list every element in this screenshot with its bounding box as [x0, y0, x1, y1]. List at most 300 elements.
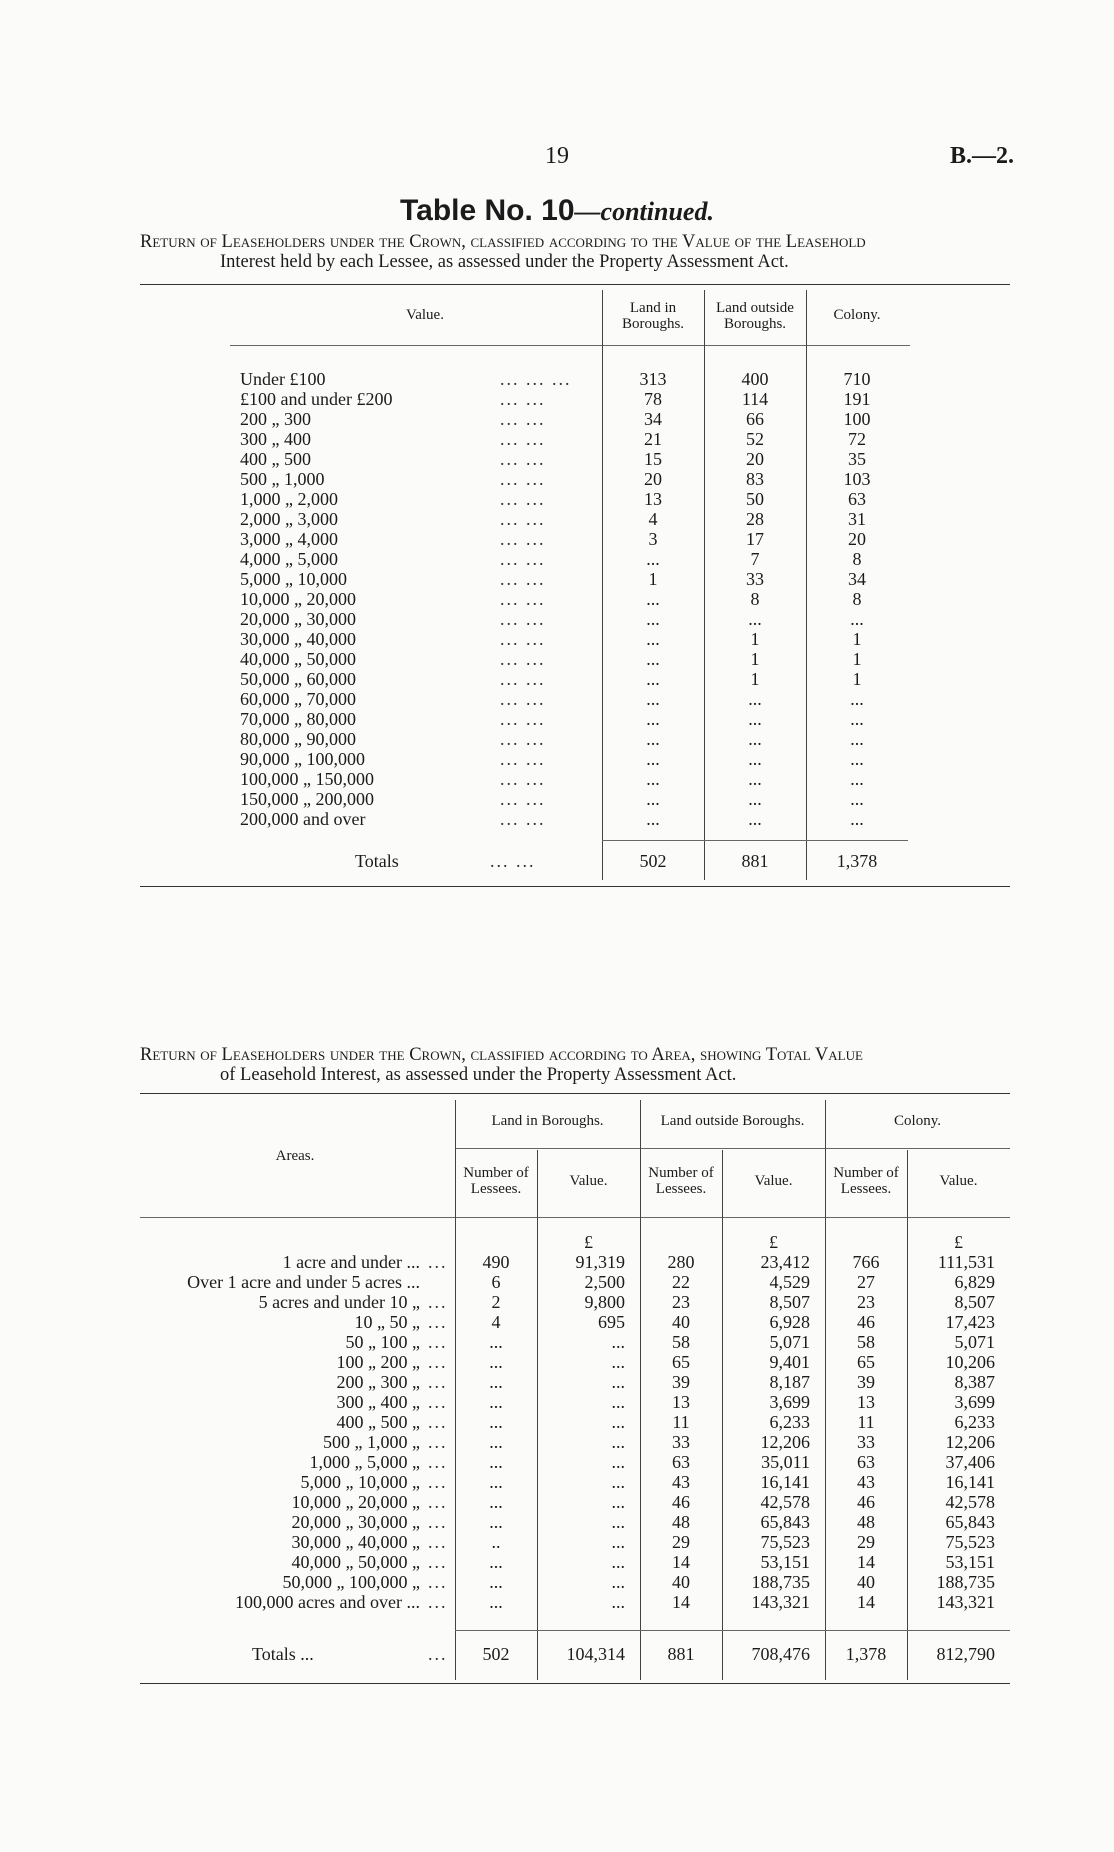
boroughs-value: ... [611, 1392, 625, 1412]
table2-row [0, 1572, 1114, 1592]
table1-row [0, 469, 1114, 489]
row-label: 300 „ 400 [240, 429, 311, 449]
colony-lessees: 11 [857, 1412, 875, 1432]
boroughs-count: ... [646, 589, 660, 609]
table1-row [0, 389, 1114, 409]
outside-lessees: 280 [667, 1252, 695, 1272]
outside-lessees: 40 [672, 1572, 690, 1592]
colony-lessees: 46 [857, 1492, 875, 1512]
outside-count: ... [748, 749, 762, 769]
leader-dots: ... ... [500, 789, 546, 809]
table1-row [0, 409, 1114, 429]
boroughs-value: 9,800 [584, 1292, 625, 1312]
colony-lessees: 39 [857, 1372, 875, 1392]
row-label: 400 „ 500 [240, 449, 311, 469]
boroughs-lessees: ... [489, 1412, 503, 1432]
totals-label: Totals [355, 851, 399, 871]
colony-value: 42,578 [945, 1492, 995, 1512]
colony-count: ... [850, 809, 864, 829]
leader-dots: ... [428, 1312, 448, 1332]
boroughs-count: ... [646, 669, 660, 689]
colony-lessees: 43 [857, 1472, 875, 1492]
outside-lessees: 63 [672, 1452, 690, 1472]
leader-dots: ... ... [500, 749, 546, 769]
row-label: 1,000 „ 5,000 „ [309, 1452, 420, 1472]
leader-dots: ... ... [500, 669, 546, 689]
boroughs-value: ... [611, 1412, 625, 1432]
colony-count: 191 [843, 389, 871, 409]
boroughs-count: 21 [644, 429, 662, 449]
colony-count: 1 [852, 649, 862, 669]
outside-count: 7 [750, 549, 760, 569]
outside-count: 1 [750, 629, 760, 649]
table2-row [0, 1492, 1114, 1512]
outside-lessees: 14 [672, 1552, 690, 1572]
table2-row [0, 1552, 1114, 1572]
colony-lessees: 58 [857, 1332, 875, 1352]
boroughs-value: 91,319 [575, 1252, 625, 1272]
outside-count: ... [748, 709, 762, 729]
colony-total-value: 812,790 [936, 1644, 995, 1664]
leader-dots: ... ... [500, 429, 546, 449]
table2-bottom-rule [140, 1683, 1010, 1684]
table2-row [0, 1432, 1114, 1452]
colony-value: 75,523 [945, 1532, 995, 1552]
boroughs-value: ... [611, 1372, 625, 1392]
outside-count: 8 [750, 589, 760, 609]
table2-heading [140, 1045, 1010, 1085]
colony-value: 6,233 [954, 1412, 995, 1432]
outside-lessees: 33 [672, 1432, 690, 1452]
colony-lessees: 29 [857, 1532, 875, 1552]
leader-dots: ... [428, 1592, 448, 1612]
boroughs-count: 3 [648, 529, 658, 549]
outside-count: ... [748, 789, 762, 809]
table2-group-boroughs: Land in Boroughs. [491, 1113, 604, 1129]
table1-totals-row [0, 851, 1114, 871]
boroughs-count: 13 [644, 489, 662, 509]
row-label: 300 „ 400 „ [336, 1392, 420, 1412]
table1-header-rule [230, 345, 910, 346]
leader-dots: ... ... [500, 469, 546, 489]
currency-symbol: £ [954, 1232, 963, 1252]
outside-value: 65,843 [760, 1512, 810, 1532]
colony-value: 188,735 [936, 1572, 995, 1592]
table2-row [0, 1372, 1114, 1392]
colony-count: ... [850, 689, 864, 709]
boroughs-lessees: .. [491, 1532, 501, 1552]
boroughs-value: ... [611, 1332, 625, 1352]
table2-group-colony: Colony. [894, 1113, 941, 1129]
outside-value: 4,529 [769, 1272, 810, 1292]
outside-count: 114 [741, 389, 769, 409]
row-label: 50,000 „ 100,000 „ [282, 1572, 420, 1592]
colony-total: 1,378 [836, 851, 878, 871]
table1-row [0, 569, 1114, 589]
leader-dots: ... ... [500, 649, 546, 669]
row-label: 10,000 „ 20,000 [240, 589, 356, 609]
boroughs-value: ... [611, 1572, 625, 1592]
leader-dots: ... ... [500, 729, 546, 749]
table1-row [0, 429, 1114, 449]
row-label: 5,000 „ 10,000 [240, 569, 347, 589]
leader-dots: ... [428, 1252, 448, 1272]
row-label: 40,000 „ 50,000 „ [291, 1552, 420, 1572]
leader-dots: ... [428, 1372, 448, 1392]
boroughs-count: ... [646, 729, 660, 749]
outside-value: 23,412 [760, 1252, 810, 1272]
leader-dots: ... ... [500, 409, 546, 429]
table1-col-boroughs: Land in Boroughs. [621, 300, 685, 332]
outside-value: 8,507 [769, 1292, 810, 1312]
table1-row [0, 669, 1114, 689]
outside-count: ... [748, 769, 762, 789]
row-label: 100,000 „ 150,000 [240, 769, 374, 789]
outside-lessees: 43 [672, 1472, 690, 1492]
boroughs-count: ... [646, 769, 660, 789]
colony-count: ... [850, 789, 864, 809]
table1-row [0, 609, 1114, 629]
row-label: 2,000 „ 3,000 [240, 509, 338, 529]
leader-dots: ... ... [500, 709, 546, 729]
leader-dots: ... ... [500, 489, 546, 509]
colony-count: 20 [848, 529, 866, 549]
row-label: £100 and under £200 [240, 389, 393, 409]
row-label: 70,000 „ 80,000 [240, 709, 356, 729]
table1-row [0, 749, 1114, 769]
outside-count: 20 [746, 449, 764, 469]
leader-dots: ... [428, 1452, 448, 1472]
table1-row [0, 369, 1114, 389]
row-label: 60,000 „ 70,000 [240, 689, 356, 709]
row-label: 80,000 „ 90,000 [240, 729, 356, 749]
table1-col-outside: Land outside Boroughs. [716, 300, 794, 332]
outside-lessees: 22 [672, 1272, 690, 1292]
outside-count: 83 [746, 469, 764, 489]
boroughs-lessees: 2 [491, 1292, 501, 1312]
row-label: 40,000 „ 50,000 [240, 649, 356, 669]
table2-row [0, 1532, 1114, 1552]
boroughs-total-lessees: 502 [482, 1644, 510, 1664]
table2-row [0, 1312, 1114, 1332]
boroughs-count: 34 [644, 409, 662, 429]
boroughs-lessees: ... [489, 1552, 503, 1572]
boroughs-lessees: ... [489, 1472, 503, 1492]
boroughs-lessees: ... [489, 1392, 503, 1412]
table1-row [0, 549, 1114, 569]
outside-value: 75,523 [760, 1532, 810, 1552]
leader-dots: ... [428, 1644, 448, 1664]
outside-value: 35,011 [761, 1452, 810, 1472]
leader-dots: ... [428, 1392, 448, 1412]
boroughs-value: ... [611, 1512, 625, 1532]
boroughs-value: ... [611, 1552, 625, 1572]
colony-lessees: 27 [857, 1272, 875, 1292]
leader-dots: ... ... [500, 569, 546, 589]
leader-dots: ... ... [500, 609, 546, 629]
row-label: 200 „ 300 „ [336, 1372, 420, 1392]
boroughs-lessees: 6 [491, 1272, 501, 1292]
row-label: 3,000 „ 4,000 [240, 529, 338, 549]
boroughs-count: ... [646, 789, 660, 809]
table1-top-rule [140, 284, 1010, 285]
boroughs-count: 15 [644, 449, 662, 469]
boroughs-lessees: ... [489, 1332, 503, 1352]
colony-count: 35 [848, 449, 866, 469]
row-label: 1 acre and under ... [282, 1252, 420, 1272]
outside-count: 1 [750, 669, 760, 689]
boroughs-count: 78 [644, 389, 662, 409]
row-label: 10,000 „ 20,000 „ [291, 1492, 420, 1512]
row-label: 90,000 „ 100,000 [240, 749, 365, 769]
colony-count: 1 [852, 629, 862, 649]
row-label: 500 „ 1,000 [240, 469, 325, 489]
leader-dots: ... ... [500, 589, 546, 609]
table1-bottom-rule [140, 886, 1010, 887]
table2-heading-line2: of Leasehold Interest, as assessed under the Property Assessment Act. [220, 1065, 737, 1085]
table2-group-outside: Land outside Boroughs. [660, 1113, 805, 1129]
colony-lessees: 766 [852, 1252, 880, 1272]
table2-row [0, 1352, 1114, 1372]
leader-dots: ... [428, 1572, 448, 1592]
outside-value: 6,233 [769, 1412, 810, 1432]
outside-total-lessees: 881 [667, 1644, 695, 1664]
colony-count: ... [850, 769, 864, 789]
table1-heading-line2: Interest held by each Lessee, as assessed under the Property Assessment Act. [220, 252, 789, 272]
boroughs-count: 4 [648, 509, 658, 529]
table1-row [0, 489, 1114, 509]
table1-row [0, 529, 1114, 549]
outside-value: 42,578 [760, 1492, 810, 1512]
row-label: 30,000 „ 40,000 „ [291, 1532, 420, 1552]
page-number: 19 [545, 143, 569, 169]
table2-sub-value: Value. [939, 1173, 978, 1189]
colony-value: 143,321 [936, 1592, 995, 1612]
leader-dots: ... ... [500, 549, 546, 569]
leader-dots: ... ... [500, 809, 546, 829]
colony-lessees: 46 [857, 1312, 875, 1332]
row-label: 100 „ 200 „ [336, 1352, 420, 1372]
outside-lessees: 13 [672, 1392, 690, 1412]
colony-value: 111,531 [937, 1252, 995, 1272]
table1-col-value: Value. [406, 307, 444, 323]
outside-value: 53,151 [760, 1552, 810, 1572]
boroughs-lessees: ... [489, 1432, 503, 1452]
outside-lessees: 40 [672, 1312, 690, 1332]
colony-value: 6,829 [954, 1272, 995, 1292]
table1-row [0, 589, 1114, 609]
table2-row [0, 1292, 1114, 1312]
row-label: Over 1 acre and under 5 acres ... [187, 1272, 420, 1292]
outside-count: ... [748, 689, 762, 709]
table2-totals-row [0, 1644, 1114, 1664]
table2-row [0, 1472, 1114, 1492]
leader-dots: ... ... ... [500, 369, 572, 389]
outside-value: 8,187 [769, 1372, 810, 1392]
table2-heading-line1: Return of Leaseholders under the Crown, classified according to Area, showing Total Value [140, 1045, 863, 1065]
colony-count: ... [850, 709, 864, 729]
table2-top-rule [140, 1093, 1010, 1094]
table1-row [0, 449, 1114, 469]
table1-heading-line1: Return of Leaseholders under the Crown, classified according to the Value of the Leasehold [140, 232, 866, 252]
table1-row [0, 709, 1114, 729]
leader-dots: ... [428, 1492, 448, 1512]
table2-sub-lessees: Number of Lessees. [463, 1165, 529, 1197]
outside-value: 3,699 [769, 1392, 810, 1412]
colony-lessees: 23 [857, 1292, 875, 1312]
row-label: 500 „ 1,000 „ [323, 1432, 420, 1452]
leader-dots: ... ... [500, 389, 546, 409]
table2-sub-lessees: Number of Lessees. [833, 1165, 899, 1197]
table1-heading [140, 232, 1010, 272]
table2-group-rule [455, 1148, 1010, 1149]
outside-lessees: 48 [672, 1512, 690, 1532]
boroughs-value: ... [611, 1492, 625, 1512]
outside-count: 28 [746, 509, 764, 529]
table1-totals-rule [602, 840, 908, 841]
row-label: 50 „ 100 „ [345, 1332, 420, 1352]
outside-lessees: 14 [672, 1592, 690, 1612]
table1-row [0, 509, 1114, 529]
outside-value: 6,928 [769, 1312, 810, 1332]
table2-row [0, 1412, 1114, 1432]
currency-symbol: £ [584, 1232, 593, 1252]
outside-value: 188,735 [751, 1572, 810, 1592]
colony-value: 3,699 [954, 1392, 995, 1412]
boroughs-lessees: ... [489, 1352, 503, 1372]
row-label: 50,000 „ 60,000 [240, 669, 356, 689]
boroughs-total-value: 104,314 [566, 1644, 625, 1664]
colony-value: 12,206 [945, 1432, 995, 1452]
document-reference: B.—2. [949, 143, 1014, 169]
boroughs-lessees: 4 [491, 1312, 501, 1332]
colony-count: 100 [843, 409, 871, 429]
boroughs-count: ... [646, 649, 660, 669]
colony-value: 16,141 [945, 1472, 995, 1492]
table2-row [0, 1252, 1114, 1272]
title-text: Table No. 10 [400, 194, 575, 227]
boroughs-lessees: ... [489, 1512, 503, 1532]
boroughs-value: ... [611, 1592, 625, 1612]
colony-lessees: 65 [857, 1352, 875, 1372]
boroughs-count: ... [646, 749, 660, 769]
boroughs-value: ... [611, 1452, 625, 1472]
boroughs-count: ... [646, 609, 660, 629]
table2-row [0, 1452, 1114, 1472]
title-continued: —continued. [574, 197, 714, 226]
outside-value: 16,141 [760, 1472, 810, 1492]
colony-count: 34 [848, 569, 866, 589]
boroughs-count: ... [646, 689, 660, 709]
row-label: 20,000 „ 30,000 [240, 609, 356, 629]
colony-count: ... [850, 609, 864, 629]
colony-count: 1 [852, 669, 862, 689]
row-label: 5,000 „ 10,000 „ [300, 1472, 420, 1492]
colony-value: 5,071 [954, 1332, 995, 1352]
table1-row [0, 649, 1114, 669]
row-label: 400 „ 500 „ [336, 1412, 420, 1432]
leader-dots: ... [428, 1552, 448, 1572]
row-label: 5 acres and under 10 „ [258, 1292, 420, 1312]
leader-dots: ... [428, 1472, 448, 1492]
totals-label: Totals ... [252, 1644, 314, 1664]
colony-count: 72 [848, 429, 866, 449]
leader-dots: ... [428, 1412, 448, 1432]
table2-sub-lessees: Number of Lessees. [648, 1165, 714, 1197]
table2-row [0, 1512, 1114, 1532]
colony-count: 710 [843, 369, 871, 389]
colony-lessees: 40 [857, 1572, 875, 1592]
outside-value: 12,206 [760, 1432, 810, 1452]
colony-value: 53,151 [945, 1552, 995, 1572]
leader-dots: ... ... [500, 509, 546, 529]
leader-dots: ... ... [500, 769, 546, 789]
outside-lessees: 58 [672, 1332, 690, 1352]
outside-count: 66 [746, 409, 764, 429]
leader-dots: ... ... [500, 629, 546, 649]
table2-row [0, 1392, 1114, 1412]
colony-lessees: 48 [857, 1512, 875, 1532]
boroughs-count: 20 [644, 469, 662, 489]
table2-sub-value: Value. [754, 1173, 793, 1189]
outside-total-value: 708,476 [751, 1644, 810, 1664]
outside-value: 143,321 [751, 1592, 810, 1612]
colony-count: 8 [852, 549, 862, 569]
leader-dots: ... [428, 1292, 448, 1312]
colony-count: 63 [848, 489, 866, 509]
leader-dots: ... ... [500, 449, 546, 469]
table2-totals-rule [455, 1630, 1010, 1631]
table2-col-areas: Areas. [275, 1148, 315, 1164]
boroughs-count: ... [646, 549, 660, 569]
colony-value: 65,843 [945, 1512, 995, 1532]
colony-lessees: 63 [857, 1452, 875, 1472]
row-label: 4,000 „ 5,000 [240, 549, 338, 569]
leader-dots: ... ... [490, 851, 536, 871]
boroughs-total: 502 [639, 851, 667, 871]
table2-row [0, 1272, 1114, 1292]
boroughs-value: ... [611, 1532, 625, 1552]
boroughs-value: ... [611, 1432, 625, 1452]
colony-count: 8 [852, 589, 862, 609]
row-label: 1,000 „ 2,000 [240, 489, 338, 509]
leader-dots: ... ... [500, 689, 546, 709]
outside-lessees: 46 [672, 1492, 690, 1512]
colony-value: 8,507 [954, 1292, 995, 1312]
outside-count: ... [748, 729, 762, 749]
row-label: 20,000 „ 30,000 „ [291, 1512, 420, 1532]
outside-count: 17 [746, 529, 764, 549]
boroughs-lessees: ... [489, 1452, 503, 1472]
page-title [0, 194, 1114, 228]
leader-dots: ... [428, 1512, 448, 1532]
outside-total: 881 [741, 851, 769, 871]
outside-lessees: 39 [672, 1372, 690, 1392]
boroughs-count: 1 [648, 569, 658, 589]
leader-dots: ... [428, 1332, 448, 1352]
outside-lessees: 11 [672, 1412, 690, 1432]
table2-sub-value: Value. [569, 1173, 608, 1189]
colony-lessees: 14 [857, 1552, 875, 1572]
boroughs-lessees: ... [489, 1492, 503, 1512]
colony-count: ... [850, 729, 864, 749]
table1-row [0, 809, 1114, 829]
boroughs-lessees: ... [489, 1372, 503, 1392]
table2-header-rule [140, 1217, 1010, 1218]
boroughs-count: 313 [639, 369, 667, 389]
colony-value: 37,406 [945, 1452, 995, 1472]
table1-row [0, 629, 1114, 649]
